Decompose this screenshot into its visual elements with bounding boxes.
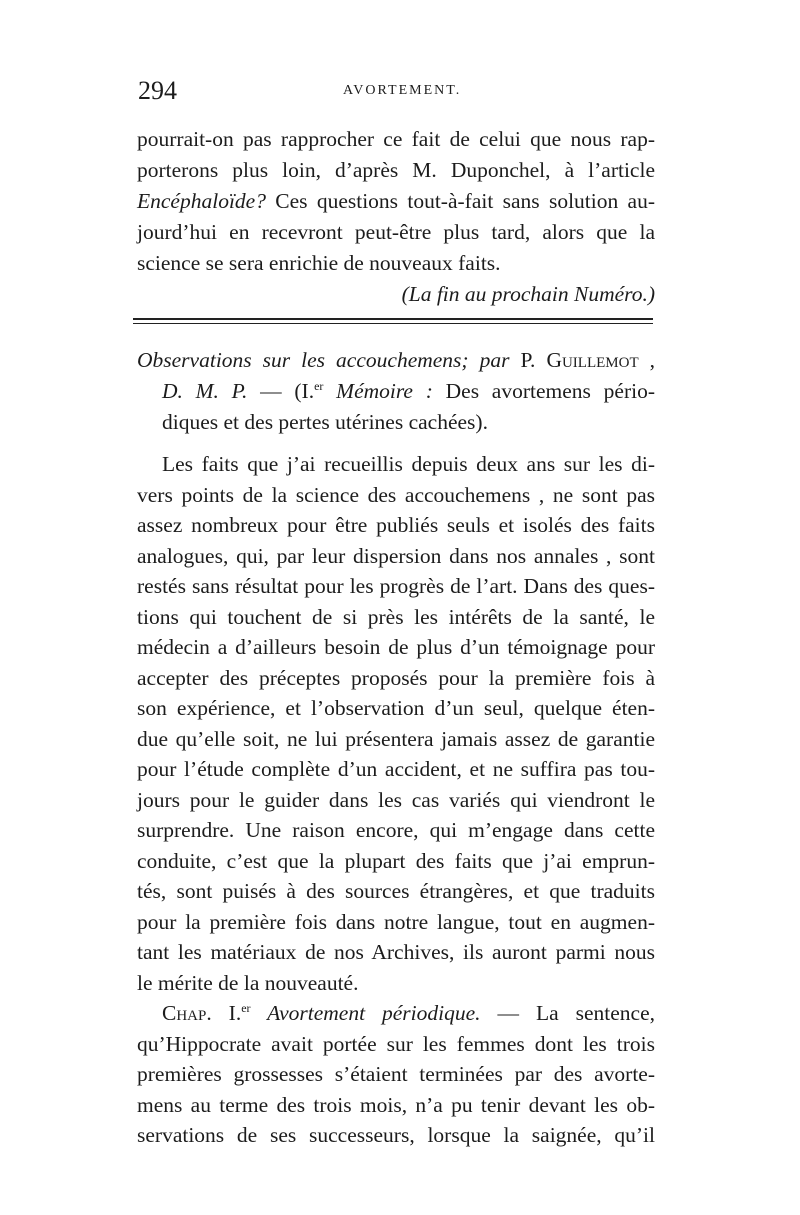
body-line: servations de ses successeurs, lorsque la saignée, qu’il (137, 1123, 655, 1147)
running-head (138, 76, 658, 116)
memoire-label: Mémoire : (323, 379, 433, 403)
body-line: restés sans résultat pour les progrès de l’art. Dans des ques- (137, 574, 655, 598)
title-italic: Observations sur les accouchemens; par (137, 348, 510, 372)
separator-rule (133, 323, 653, 324)
body-line: tant les matériaux de nos Archives, ils auront parmi nous (137, 940, 655, 964)
text-line: jourd’hui en recevront peut-être plus tard, alors que la (137, 220, 655, 244)
text-span: — La sentence, (480, 1001, 655, 1025)
body-line: accepter des préceptes proposés pour la première fois à (137, 665, 655, 690)
chapter-heading-line (162, 998, 655, 1028)
body-line: qu’Hippocrate avait portée sur les femmes dont les trois (137, 1031, 655, 1056)
body-line: Les faits que j’ai recueillis depuis deux ans sur les di- (162, 452, 655, 476)
body-line: tions qui touchent de si près les intérêts de la santé, le (137, 604, 655, 629)
body-line: tés, sont puisés à des sources étrangères, et que traduits (137, 879, 655, 903)
body-line: analogues, qui, par leur dispersion dans nos annales , sont (137, 543, 655, 568)
title-line (137, 345, 655, 375)
superscript: er (241, 1000, 251, 1015)
superscript: er (314, 378, 324, 393)
body-line: le mérite de la nouveauté. (137, 970, 359, 995)
text-span: Ces questions tout-à-fait sans solution au- (265, 189, 655, 213)
body-line: son expérience, et l’observation d’un seul, quelque éten- (137, 696, 655, 720)
body-line: jours pour le guider dans les cas variés qui viendront le (137, 787, 655, 812)
body-line: assez nombreux pour être publiés seuls et isolés des faits (137, 513, 655, 537)
body-line: due qu’elle soit, ne lui présentera jamais assez de garantie (137, 726, 655, 751)
body-line: premières grossesses s’étaient terminées par des avorte- (137, 1062, 655, 1086)
continuation-note (137, 279, 655, 309)
body-line: pour l’étude complète d’un accident, et ne suffira pas tou- (137, 757, 655, 781)
running-title: AVORTEMENT. (343, 83, 462, 98)
text-span: Des avortemens pério- (432, 379, 655, 403)
title-line (162, 376, 655, 406)
italic-term: Encéphaloïde? (137, 189, 266, 213)
body-line: mens au terme des trois mois, n’a pu tenir devant les ob- (137, 1092, 655, 1117)
body-line: médecin a d’ailleurs besoin de plus d’un témoignage pour (137, 635, 655, 659)
text-line: porterons plus loin, d’après M. Duponchel, à l’article (137, 158, 655, 182)
chapter-label: Chap. I. (162, 1001, 242, 1025)
body-line: conduite, c’est que la plupart des faits que j’ai emprun- (137, 848, 655, 873)
text-line: pourrait-on pas rapprocher ce fait de celui que nous rap- (137, 127, 655, 151)
body-line: vers points de la science des accouchemens , ne sont pas (137, 482, 655, 507)
page-number: 294 (138, 76, 177, 105)
body-line: surprendre. Une raison encore, qui m’engage dans cette (137, 818, 655, 842)
continuation-note-text: (La fin au prochain Numéro.) (401, 282, 655, 306)
body-line: pour la première fois dans notre langue, tout en augmen- (137, 909, 655, 934)
text-line (137, 186, 655, 216)
author-credentials: D. M. P. (162, 379, 248, 403)
author-name: P. Guillemot , (509, 348, 656, 372)
text-line: science se sera enrichie de nouveaux faits. (137, 251, 501, 275)
text-span: — (I. (247, 379, 315, 403)
chapter-title: Avortement périodique. (250, 1001, 481, 1025)
separator-rule (133, 318, 653, 320)
title-line: diques et des pertes utérines cachées). (162, 410, 488, 434)
